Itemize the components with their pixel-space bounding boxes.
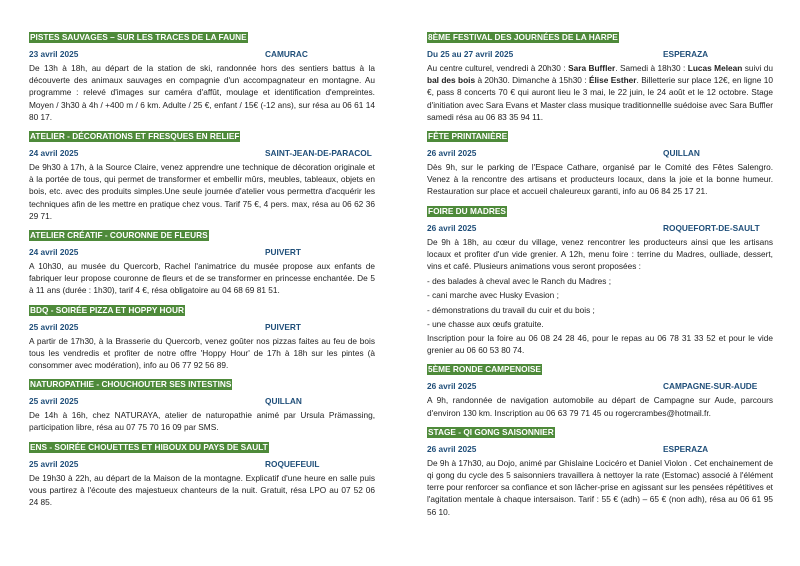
event-date: 24 avril 2025 bbox=[29, 247, 79, 258]
list-item: - démonstrations du travail du cuir et du bois ; bbox=[427, 304, 595, 315]
event-atelier-decorations bbox=[29, 126, 375, 222]
event-place: QUILLAN bbox=[663, 148, 700, 159]
event-description: A partir de 17h30, à la Brasserie du Quercorb, venez goûter nos pizzas faites au feu de bois tous les vendredis et profiter de notre offre 'Hoppy Hour' de 17h à 18h sur les pintes (à consommer avec modération), info au 06 77 92 56 89. bbox=[29, 335, 375, 371]
event-title: PISTES SAUVAGES – SUR LES TRACES DE LA FAUNE bbox=[30, 32, 247, 42]
event-title: FOIRE DU MADRES bbox=[428, 205, 506, 216]
event-place: SAINT-JEAN-DE-PARACOL bbox=[265, 148, 372, 159]
artist-name: Sara Buffler bbox=[568, 63, 616, 73]
event-description: De 9h à 17h30, au Dojo, animé par Ghislaine Locicéro et Daniel Violon . Cet enchainement de qi gong du cycle des 5 saisonniers travaillera à nettoyer la rate (Estomac) associé à l'élément terre pour renforcer sa confiance et son lâcher-prise en agissant sur les pensées répétitives et l'agitation mentale à chaque intersaison. Tarif : 55 € (adh) – 65 € (non adh), résa au 06 61 95 56 10. bbox=[427, 457, 773, 517]
text-run: . Billetterie sur place 12€, en ligne 10 €, pass 8 concerts 70 € qui auront lieu le 3 mai, le 22 juin, le 24 août et le 12 octobre. Stage d'initiation avec Sara Evans et Master class musique traditionnellle suédoise avec Sara Buffler samedi résa au 06 83 35 94 11. bbox=[427, 75, 773, 122]
event-title: FÊTE PRINTANIÈRE bbox=[428, 131, 508, 142]
event-ens-chouettes bbox=[29, 437, 375, 509]
event-description: Dès 9h, sur le parking de l'Espace Cathare, organisé par le Comité des Fêtes Salengro. Venez à la rencontre des artisans et producteurs locaux, dans la joie et la bonne humeur. Restauration sur place et accueil chaleureux garanti, info au 06 84 25 17 21. bbox=[427, 162, 773, 197]
event-date: 25 avril 2025 bbox=[29, 396, 79, 407]
event-bdq-pizza bbox=[29, 300, 375, 372]
event-meta bbox=[29, 49, 375, 60]
left-column bbox=[29, 27, 375, 511]
event-date: 26 avril 2025 bbox=[427, 443, 477, 454]
artist-name: bal des bois bbox=[427, 75, 476, 86]
list-item: - une chasse aux œufs gratuite. bbox=[427, 318, 544, 329]
event-date: 24 avril 2025 bbox=[29, 148, 79, 159]
event-place: ROQUEFEUIL bbox=[265, 458, 320, 469]
event-meta bbox=[427, 381, 773, 392]
event-title: 5ÈME RONDE CAMPENOISE bbox=[428, 364, 541, 375]
event-meta bbox=[427, 148, 773, 159]
event-meta bbox=[29, 247, 375, 258]
event-pistes-sauvages bbox=[29, 27, 375, 123]
event-footer: Inscription pour la foire au 06 08 24 28 46, pour le repas au 06 78 31 33 52 et pour le vide grenier au 06 60 53 80 74. bbox=[427, 333, 773, 356]
event-date: 26 avril 2025 bbox=[427, 222, 477, 233]
event-date: 26 avril 2025 bbox=[427, 148, 477, 159]
text-run: à 20h30. Dimanche à 15h30 : bbox=[475, 75, 589, 86]
list-item: - cani marche avec Husky Evasion ; bbox=[427, 290, 559, 301]
event-naturopathie bbox=[29, 374, 375, 433]
event-meta bbox=[29, 148, 375, 159]
text-run: . Samedi à 18h30 : bbox=[615, 63, 688, 73]
right-column bbox=[427, 27, 773, 521]
event-place: PUIVERT bbox=[265, 247, 301, 258]
event-meta bbox=[29, 459, 375, 470]
event-meta bbox=[29, 396, 375, 407]
event-festival-harpe bbox=[427, 27, 773, 123]
event-description: A 10h30, au musée du Quercorb, Rachel l'animatrice du musée propose aux enfants de fabriquer leur propose couronne de fleurs et de se transformer en princesse enchantée. De 5 à 11 ans (durée : 1h30), tarif 4 €, résa obligatoire au 04 68 69 81 51. bbox=[29, 261, 375, 296]
text-run: suivi du bbox=[742, 63, 774, 73]
event-date: 25 avril 2025 bbox=[29, 458, 79, 469]
event-title: ATELIER - DÉCORATIONS ET FRESQUES EN RELIEF bbox=[30, 131, 240, 142]
event-place: QUILLAN bbox=[265, 396, 302, 407]
event-date: 26 avril 2025 bbox=[427, 381, 477, 392]
event-date: 25 avril 2025 bbox=[29, 321, 79, 332]
event-description: De 13h à 18h, au départ de la station de ski, randonnée hors des sentiers battus à la découverte des animaux sauvages en compagnie d'un accompagnateur en montagne. Au programme : relevé d'images sur caméra d'affût, moulage et identification d'empreintes. Moyen / 3h30 à 4h / +400 m / 6 km. Adulte / 25 €, enfant / 15€ (-12 ans), sur résa au 06 61 14 80 17. bbox=[29, 63, 375, 122]
event-ronde-campenoise bbox=[427, 359, 773, 418]
event-title: 8ÈME FESTIVAL DES JOURNÉES DE LA HARPE bbox=[428, 32, 618, 42]
event-date: 23 avril 2025 bbox=[29, 49, 79, 59]
event-place: ESPERAZA bbox=[663, 49, 709, 59]
artist-name: Élise Esther bbox=[588, 75, 637, 86]
list-item: - des balades à cheval avec le Ranch du Madres ; bbox=[427, 276, 612, 287]
event-meta bbox=[427, 444, 773, 455]
event-place: CAMPAGNE-SUR-AUDE bbox=[663, 381, 758, 392]
event-description: De 14h à 16h, chez NATURAYA, atelier de naturopathie animé par Ursula Prämassing, participation libre, résa au 07 75 70 16 09 par SMS. bbox=[29, 410, 375, 433]
event-description: De 19h30 à 22h, au départ de la Maison de la montagne. Explicatif d'une heure en salle puis vous partirez à l'écoute des majestueux chanteurs de la nuit. Gratuit, résa LPO au 07 52 06 24 85. bbox=[29, 472, 375, 508]
event-place: ESPERAZA bbox=[663, 443, 709, 454]
event-title: ATELIER CRÉATIF - COURONNE DE FLEURS bbox=[30, 230, 208, 241]
event-title: NATUROPATHIE - CHOUCHOUTER SES INTESTINS bbox=[30, 379, 232, 390]
event-description: De 9h à 18h, au cœur du village, venez rencontrer les producteurs ainsi que les artisans locaux et profiter d'un vide grenier. A 12h, menu foire : terrine du Madres, oulliade, dessert, vins et café. Plusieurs animations vous seront proposées : bbox=[427, 236, 773, 272]
event-meta bbox=[29, 322, 375, 333]
event-meta bbox=[427, 49, 773, 60]
event-description bbox=[427, 62, 773, 123]
event-foire-madres bbox=[427, 201, 773, 357]
artist-name: Lucas Melean bbox=[687, 63, 743, 73]
event-title: BDQ - SOIRÉE PIZZA ET HOPPY HOUR bbox=[30, 304, 184, 315]
text-run: Au centre culturel, vendredi à 20h30 : bbox=[427, 63, 569, 73]
event-place: CAMURAC bbox=[265, 49, 308, 59]
event-atelier-couronne bbox=[29, 225, 375, 297]
event-description: De 9h30 à 17h, à la Source Claire, venez apprendre une technique de décoration originale et à la portée de tous, qui permet de transformer et embellir mûrs, meubles, tableaux, objets en bois, etc. avec des produits simples.Une seule journée d'atelier vous permettra d'acquérir les techniques afin de les mettre en pratique chez vous. Tarif 75 €, 4 pers. max, résa au 06 62 36 29 71. bbox=[29, 162, 375, 221]
event-place: PUIVERT bbox=[265, 321, 301, 332]
event-fete-printaniere bbox=[427, 126, 773, 198]
event-place: ROQUEFORT-DE-SAULT bbox=[663, 222, 760, 233]
event-title: ENS - SOIRÉE CHOUETTES ET HIBOUX DU PAYS DE SAULT bbox=[30, 441, 268, 452]
event-date: Du 25 au 27 avril 2025 bbox=[427, 49, 514, 59]
event-title: STAGE - QI GONG SAISONNIER bbox=[428, 426, 554, 437]
event-meta bbox=[427, 223, 773, 234]
event-qi-gong bbox=[427, 422, 773, 518]
event-description: A 9h, randonnée de navigation automobile au départ de Campagne sur Aude, parcours d'environ 130 km. Inscription au 06 63 79 71 45 ou rogercrambes@hotmail.fr. bbox=[427, 395, 773, 418]
